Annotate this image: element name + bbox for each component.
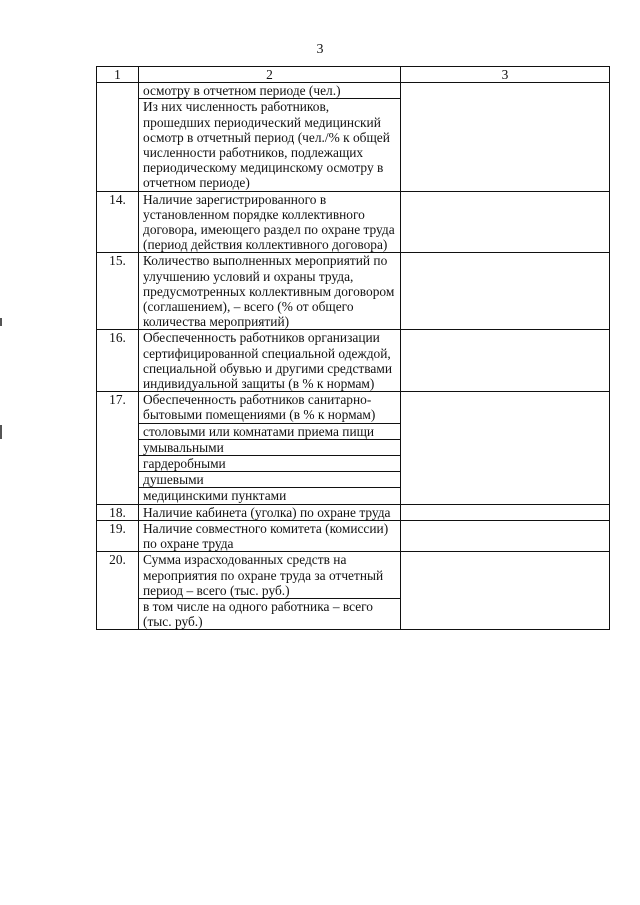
row-text: осмотру в отчетном периоде (чел.) bbox=[139, 83, 401, 99]
value-cell bbox=[401, 330, 610, 392]
row-number: 14. bbox=[97, 191, 139, 253]
row-number: 17. bbox=[97, 392, 139, 504]
row-number bbox=[97, 83, 139, 191]
row-number: 20. bbox=[97, 552, 139, 630]
table-row bbox=[97, 83, 610, 99]
row-text: столовыми или комнатами приема пищи bbox=[139, 423, 401, 439]
row-text: Количество выполненных мероприятий по улучшению условий и охраны труда, предусмотренных коллективным договором (соглашением), – всего (% от общего количества мероприятий) bbox=[139, 253, 401, 330]
scan-edge-mark bbox=[0, 425, 2, 439]
table-row bbox=[97, 253, 610, 330]
row-number: 15. bbox=[97, 253, 139, 330]
table-row bbox=[97, 330, 610, 392]
header-col-1: 1 bbox=[97, 67, 139, 83]
row-text: Из них численность работников, прошедших периодический медицинский осмотр в отчетный период (чел./% к общей численности работников, подлежащих периодическому медицинскому осмотру в отчетном периоде) bbox=[139, 99, 401, 191]
row-text: умывальными bbox=[139, 439, 401, 455]
row-text: душевыми bbox=[139, 472, 401, 488]
table-row bbox=[97, 392, 610, 423]
row-text: Сумма израсходованных средств на мероприятия по охране труда за отчетный период – всего (тыс. руб.) bbox=[139, 552, 401, 599]
value-cell bbox=[401, 552, 610, 630]
header-col-3: 3 bbox=[401, 67, 610, 83]
labor-safety-table bbox=[96, 66, 610, 630]
value-cell bbox=[401, 191, 610, 253]
row-text: в том числе на одного работника – всего (тыс. руб.) bbox=[139, 598, 401, 629]
value-cell bbox=[401, 504, 610, 520]
row-number: 18. bbox=[97, 504, 139, 520]
row-text: Наличие зарегистрированного в установленном порядке коллективного договора, имеющего раздел по охране труда (период действия коллективного договора) bbox=[139, 191, 401, 253]
value-cell bbox=[401, 83, 610, 191]
row-text: Обеспеченность работников организации сертифицированной специальной одеждой, специальной обувью и другими средствами индивидуальной защиты (в % к нормам) bbox=[139, 330, 401, 392]
value-cell bbox=[401, 392, 610, 504]
table-row bbox=[97, 552, 610, 599]
row-number: 19. bbox=[97, 520, 139, 551]
page-number: 3 bbox=[316, 42, 324, 57]
row-text: гардеробными bbox=[139, 456, 401, 472]
scan-edge-mark bbox=[0, 318, 2, 326]
row-text: Обеспеченность работников санитарно-бытовыми помещениями (в % к нормам) bbox=[139, 392, 401, 423]
table-row bbox=[97, 504, 610, 520]
header-col-2: 2 bbox=[139, 67, 401, 83]
table-row bbox=[97, 191, 610, 253]
table-row bbox=[97, 520, 610, 551]
row-text: Наличие совместного комитета (комиссии) по охране труда bbox=[139, 520, 401, 551]
value-cell bbox=[401, 520, 610, 551]
row-text: медицинскими пунктами bbox=[139, 488, 401, 504]
row-text: Наличие кабинета (уголка) по охране труда bbox=[139, 504, 401, 520]
table-header-row bbox=[97, 67, 610, 83]
row-number: 16. bbox=[97, 330, 139, 392]
value-cell bbox=[401, 253, 610, 330]
